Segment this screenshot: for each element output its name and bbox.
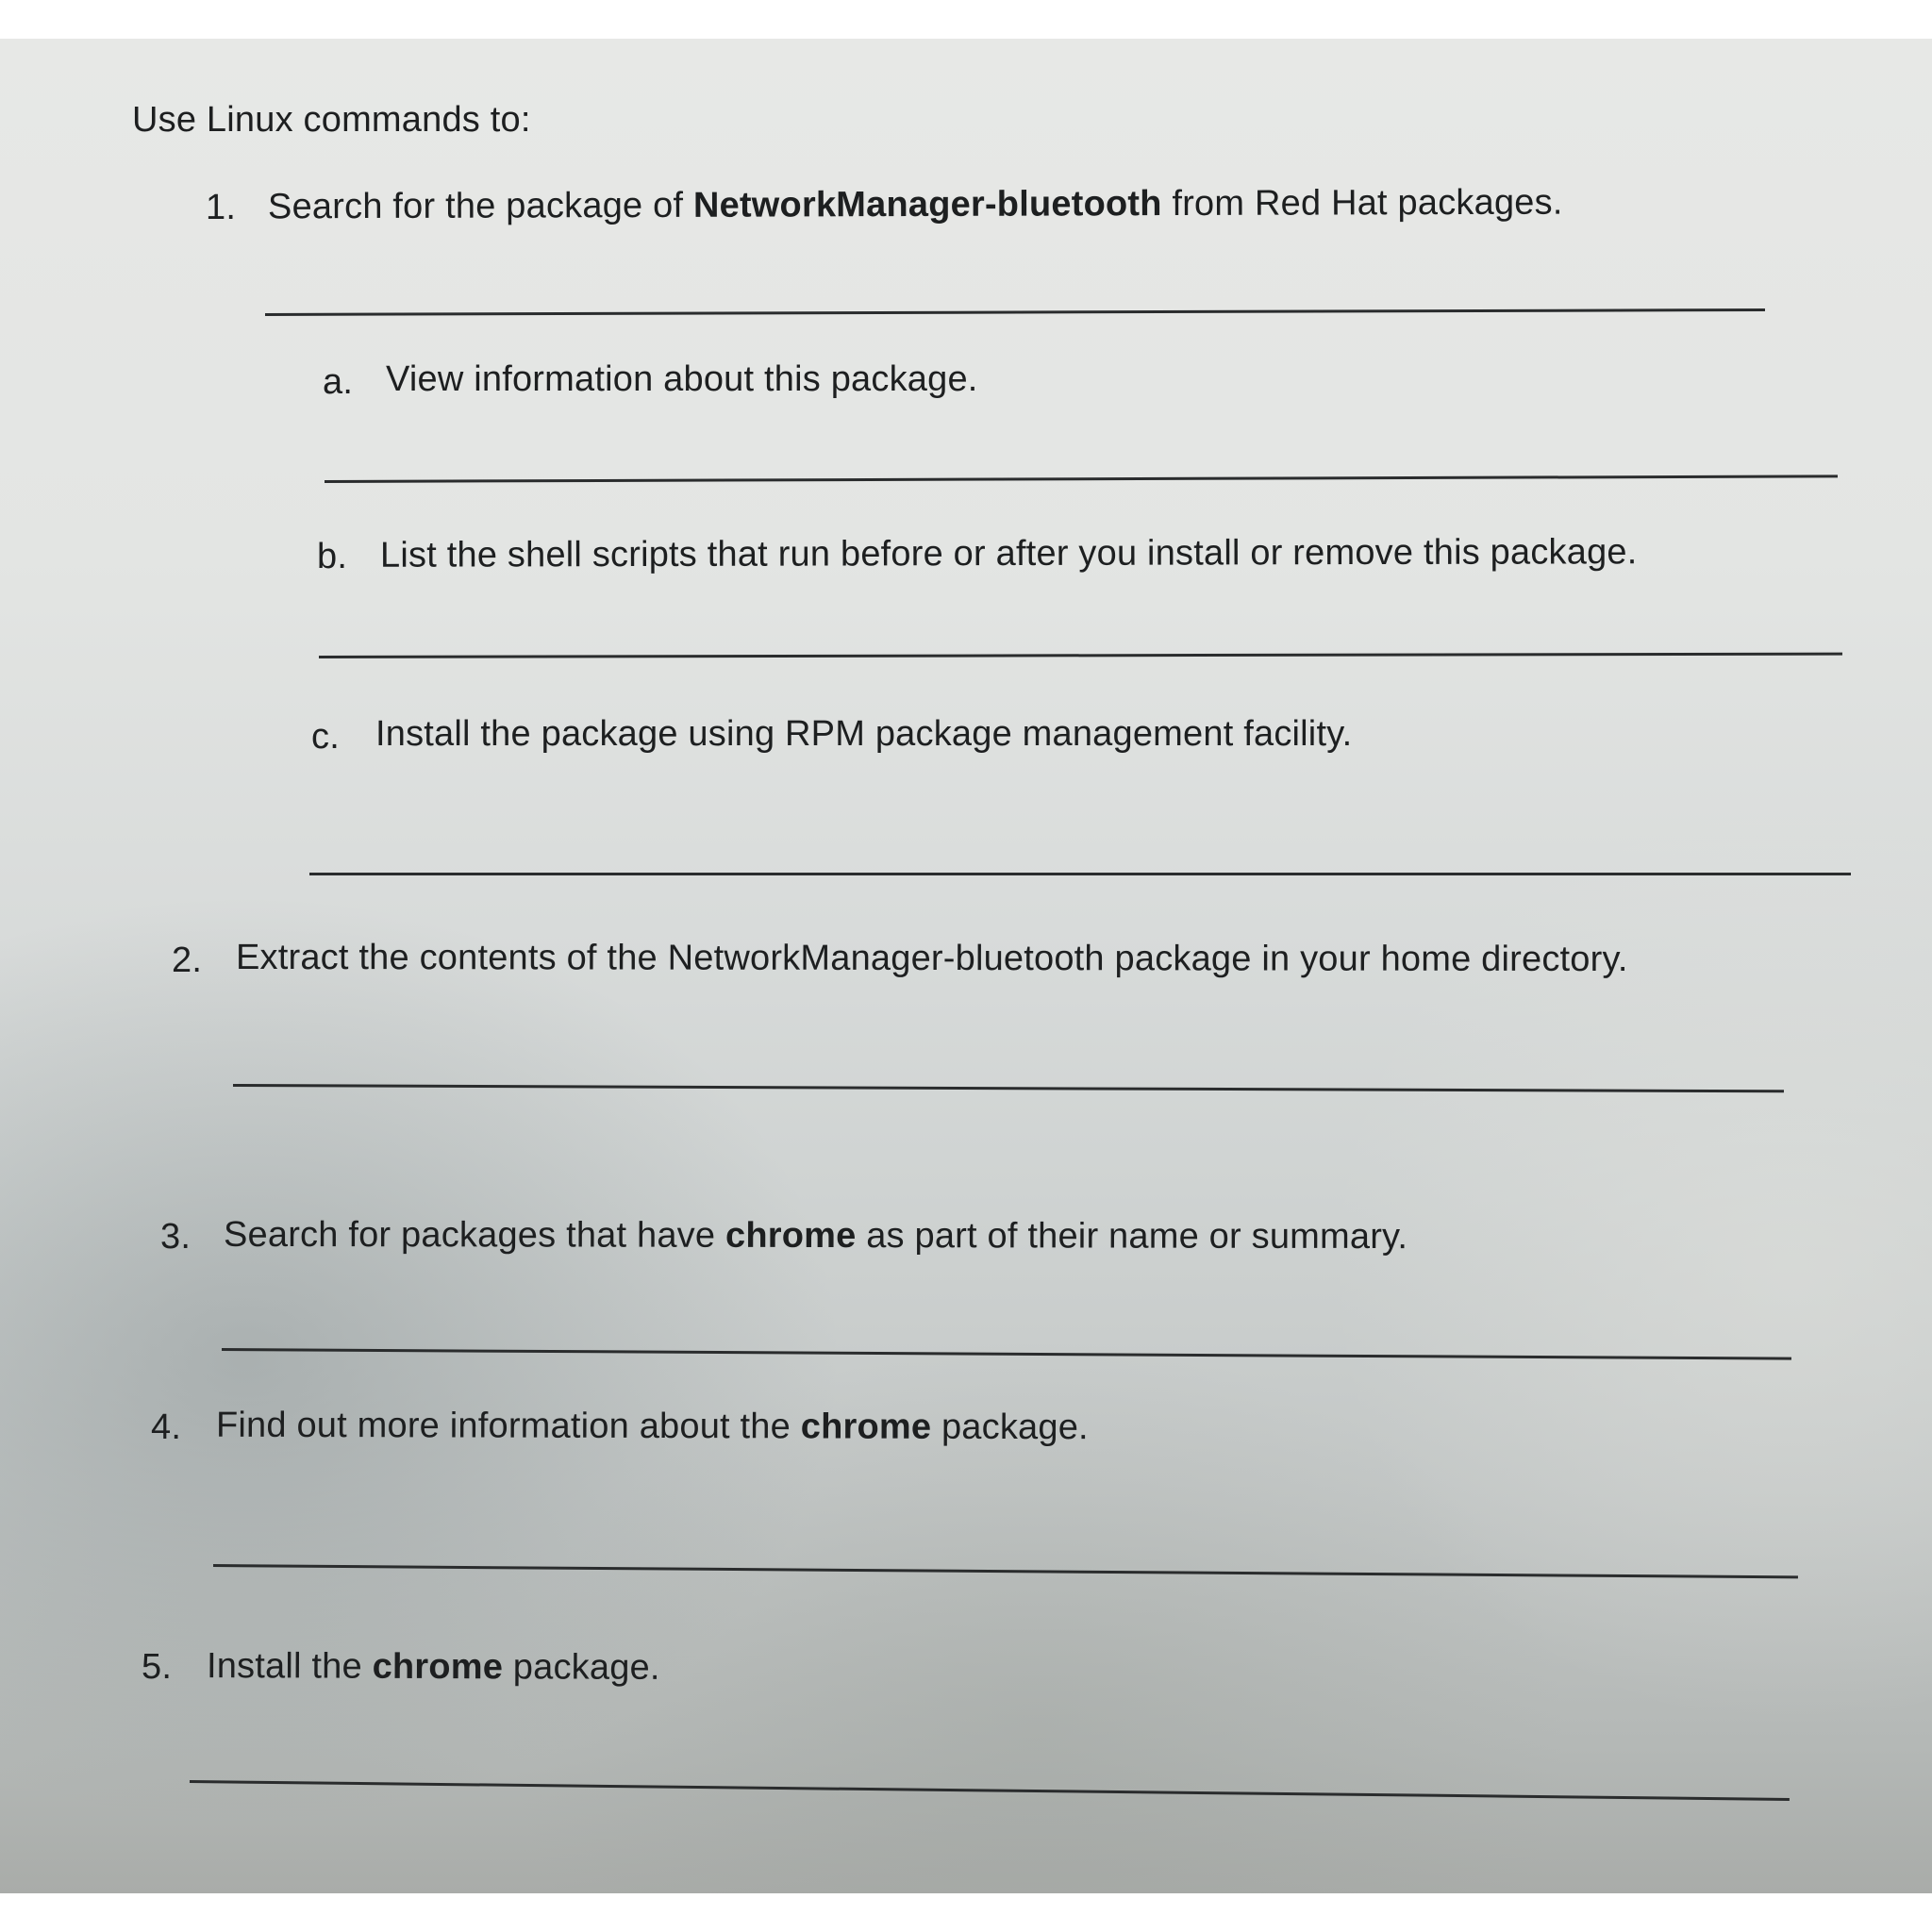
question-text — [375, 716, 1352, 752]
chrome-bold: chrome — [372, 1646, 504, 1688]
question-text-post: package. — [931, 1407, 1089, 1448]
question-number: 3. — [160, 1217, 192, 1257]
question-text — [267, 182, 1563, 227]
question-number: 5. — [142, 1647, 173, 1687]
package-name-bold: NetworkManager-bluetooth — [692, 184, 1162, 225]
question-number: c. — [311, 717, 340, 757]
question-text — [215, 1405, 1089, 1448]
chrome-bold: chrome — [724, 1215, 857, 1257]
question-text — [223, 1214, 1408, 1257]
question-text-pre: Find out more information about the — [215, 1405, 801, 1447]
question-text-pre: Install the — [206, 1646, 373, 1687]
question-text-pre: Install the package using RPM package management facility. — [375, 714, 1353, 754]
answer-line — [325, 475, 1838, 483]
question-text-pre: List the shell scripts that run before or after you install or remove this package. — [379, 532, 1638, 575]
question-text-post: from Red Hat packages. — [1161, 182, 1563, 225]
question-number: 1. — [206, 188, 237, 227]
question-text-post: package. — [502, 1647, 660, 1688]
question-number: 4. — [151, 1407, 182, 1447]
question-number: b. — [317, 537, 348, 576]
answer-line — [222, 1348, 1791, 1360]
chrome-bold: chrome — [800, 1407, 932, 1447]
worksheet-photo — [0, 39, 1932, 1893]
question-text — [380, 534, 1638, 573]
question-text-pre: Search for packages that have — [223, 1214, 726, 1256]
question-number: a. — [323, 362, 354, 402]
answer-line — [213, 1564, 1798, 1578]
answer-line — [265, 308, 1765, 316]
question-text — [386, 361, 978, 397]
question-text-post: as part of their name or summary. — [856, 1216, 1408, 1257]
answer-line — [319, 653, 1842, 658]
question-number: 2. — [172, 941, 203, 980]
question-text-pre: Search for the package of — [267, 185, 693, 227]
answer-line — [309, 873, 1851, 875]
answer-line — [190, 1780, 1790, 1801]
question-text-pre: Extract the contents of the NetworkManager-bluetooth package in your home directory. — [235, 937, 1628, 980]
answer-line — [233, 1084, 1784, 1092]
intro-text: Use Linux commands to: — [132, 100, 531, 140]
question-text — [235, 937, 1628, 980]
question-text-pre: View information about this package. — [386, 359, 978, 399]
question-text — [207, 1648, 660, 1686]
